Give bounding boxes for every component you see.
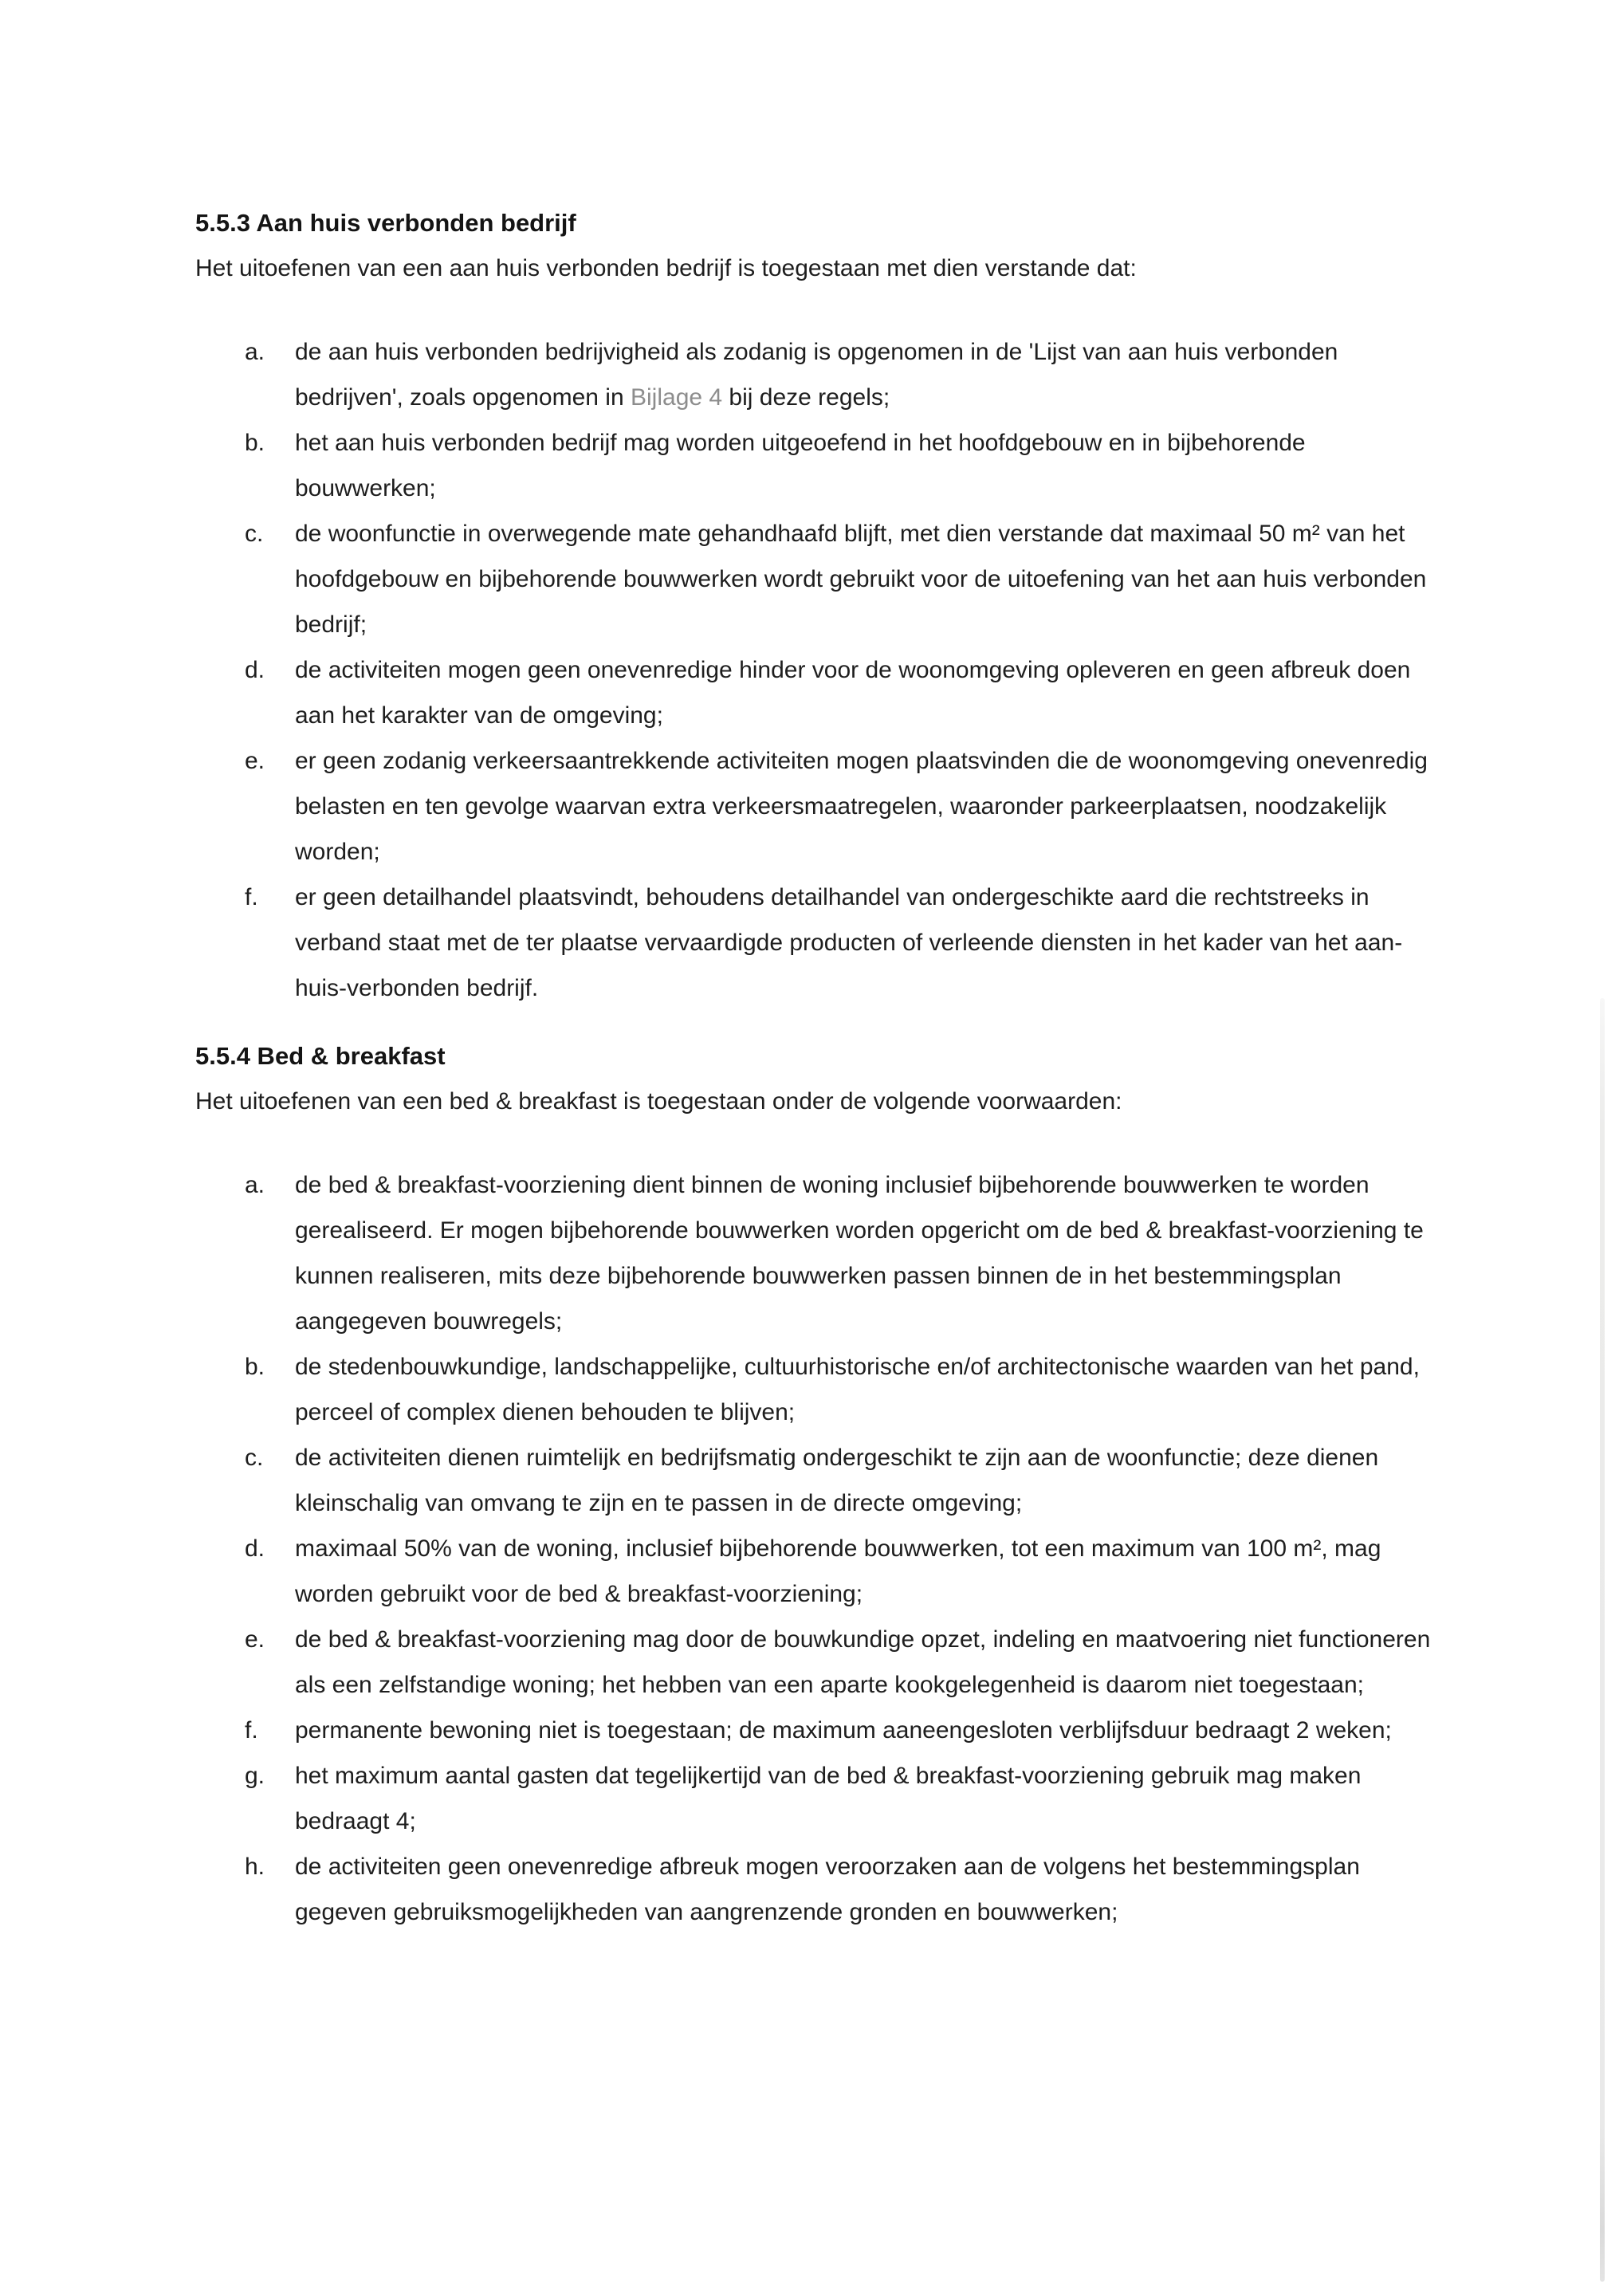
list-item-text	[295, 1162, 1447, 1344]
list-item-letter: c.	[245, 1445, 264, 1471]
text-run: de stedenbouwkundige, landschappelijke, cultuurhistorische en/of architectonische waarden van het pand, perceel of complex dienen behouden te blijven;	[295, 1354, 1420, 1425]
text-run: maximaal 50% van de woning, inclusief bijbehorende bouwwerken, tot een maximum van 100 m², mag worden gebruikt voor de bed & breakfast-voorziening;	[295, 1535, 1381, 1607]
list-item	[245, 1162, 1451, 1344]
section-aan-huis-verbonden-bedrijf	[195, 200, 1451, 1011]
text-run: de aan huis verbonden bedrijvigheid als zodanig is opgenomen in de 'Lijst van aan huis verbonden bedrijven', zoals opgenomen in	[295, 339, 1338, 411]
list-item	[245, 1708, 1451, 1753]
section-intro-5-5-3: Het uitoefenen van een aan huis verbonden bedrijf is toegestaan met dien verstande dat:	[195, 255, 1137, 281]
text-run: er geen zodanig verkeersaantrekkende activiteiten mogen plaatsvinden die de woonomgeving onevenredig belasten en ten gevolge waarvan extra verkeersmaatregelen, waaronder parkeerplaatsen, noodzakelijk worden;	[295, 748, 1428, 865]
list-item-text	[295, 329, 1447, 420]
text-run: het aan huis verbonden bedrijf mag worden uitgeoefend in het hoofdgebouw en in bijbehorende bouwwerken;	[295, 430, 1306, 501]
list-item-letter: f.	[245, 884, 258, 910]
list-item-letter: e.	[245, 748, 265, 774]
list-item-text	[295, 1753, 1447, 1844]
list-item-text	[295, 1617, 1447, 1708]
list-item	[245, 647, 1451, 738]
list-item	[245, 420, 1451, 511]
text-run: de activiteiten geen onevenredige afbreuk mogen veroorzaken aan de volgens het bestemmingsplan gegeven gebruiksmogelijkheden van aangrenzende gronden en bouwwerken;	[295, 1854, 1360, 1925]
text-run: de activiteiten mogen geen onevenredige hinder voor de woonomgeving opleveren en geen afbreuk doen aan het karakter van de omgeving;	[295, 657, 1411, 729]
list-item-text	[295, 420, 1447, 511]
text-run: bij deze regels;	[722, 384, 890, 411]
list-item-letter: c.	[245, 521, 264, 547]
list-item	[245, 1844, 1451, 1935]
text-run: de activiteiten dienen ruimtelijk en bedrijfsmatig ondergeschikt te zijn aan de woonfunctie; deze dienen kleinschalig van omvang te zijn en te passen in de directe omgeving;	[295, 1445, 1379, 1516]
list-item	[245, 1526, 1451, 1617]
list-item	[245, 1617, 1451, 1708]
list-item-text	[295, 1844, 1447, 1935]
list-item-text	[295, 1435, 1447, 1526]
document-page-content	[195, 200, 1451, 1935]
list-item-letter: h.	[245, 1854, 265, 1880]
text-run: de bed & breakfast-voorziening mag door de bouwkundige opzet, indeling en maatvoering niet functioneren als een zelfstandige woning; het hebben van een aparte kookgelegenheid is daarom niet toegestaan;	[295, 1626, 1431, 1698]
lettered-list-5-5-3	[245, 329, 1451, 1011]
list-item-letter: d.	[245, 657, 265, 683]
list-item	[245, 1344, 1451, 1435]
section-heading-5-5-4: 5.5.4 Bed & breakfast	[195, 1042, 446, 1070]
section-bed-and-breakfast	[195, 1033, 1451, 1935]
list-item-text	[295, 511, 1447, 647]
text-run: de bed & breakfast-voorziening dient binnen de woning inclusief bijbehorende bouwwerken te worden gerealiseerd. Er mogen bijbehorende bouwwerken worden opgericht om de bed & breakfast-voorziening te kunnen realiseren, mits deze bijbehorende bouwwerken passen binnen de in het bestemmingsplan aangegeven bouwregels;	[295, 1172, 1424, 1335]
list-item-letter: b.	[245, 1354, 265, 1380]
section-heading-5-5-3: 5.5.3 Aan huis verbonden bedrijf	[195, 209, 576, 237]
text-run: het maximum aantal gasten dat tegelijkertijd van de bed & breakfast-voorziening gebruik mag maken bedraagt 4;	[295, 1763, 1362, 1834]
list-item-text	[295, 1708, 1447, 1753]
list-item	[245, 738, 1451, 875]
list-item	[245, 511, 1451, 647]
text-run: de woonfunctie in overwegende mate gehandhaafd blijft, met dien verstande dat maximaal 50 m² van het hoofdgebouw en bijbehorende bouwwerken wordt gebruikt voor de uitoefening van het aan huis verbonden bedrijf;	[295, 521, 1427, 638]
list-item-letter: a.	[245, 339, 265, 365]
list-item-letter: d.	[245, 1535, 265, 1562]
list-item	[245, 1753, 1451, 1844]
list-item-letter: b.	[245, 430, 265, 456]
list-item-letter: a.	[245, 1172, 265, 1198]
list-item	[245, 875, 1451, 1011]
list-item-letter: f.	[245, 1717, 258, 1744]
text-run: permanente bewoning niet is toegestaan; de maximum aaneengesloten verblijfsduur bedraagt 2 weken;	[295, 1717, 1392, 1744]
list-item-text	[295, 647, 1447, 738]
list-item	[245, 329, 1451, 420]
page-edge-scan-line	[1600, 998, 1605, 2282]
list-item-text	[295, 1344, 1447, 1435]
text-run: er geen detailhandel plaatsvindt, behoudens detailhandel van ondergeschikte aard die rechtstreeks in verband staat met de ter plaatse vervaardigde producten of verleende diensten in het kader van het aan-huis-verbonden bedrijf.	[295, 884, 1403, 1001]
lettered-list-5-5-4	[245, 1162, 1451, 1935]
bijlage-4-link[interactable]: Bijlage 4	[631, 384, 723, 411]
list-item-letter: e.	[245, 1626, 265, 1653]
list-item-text	[295, 1526, 1447, 1617]
section-intro-5-5-4: Het uitoefenen van een bed & breakfast is toegestaan onder de volgende voorwaarden:	[195, 1088, 1122, 1115]
list-item-letter: g.	[245, 1763, 265, 1789]
list-item-text	[295, 875, 1447, 1011]
list-item	[245, 1435, 1451, 1526]
list-item-text	[295, 738, 1447, 875]
